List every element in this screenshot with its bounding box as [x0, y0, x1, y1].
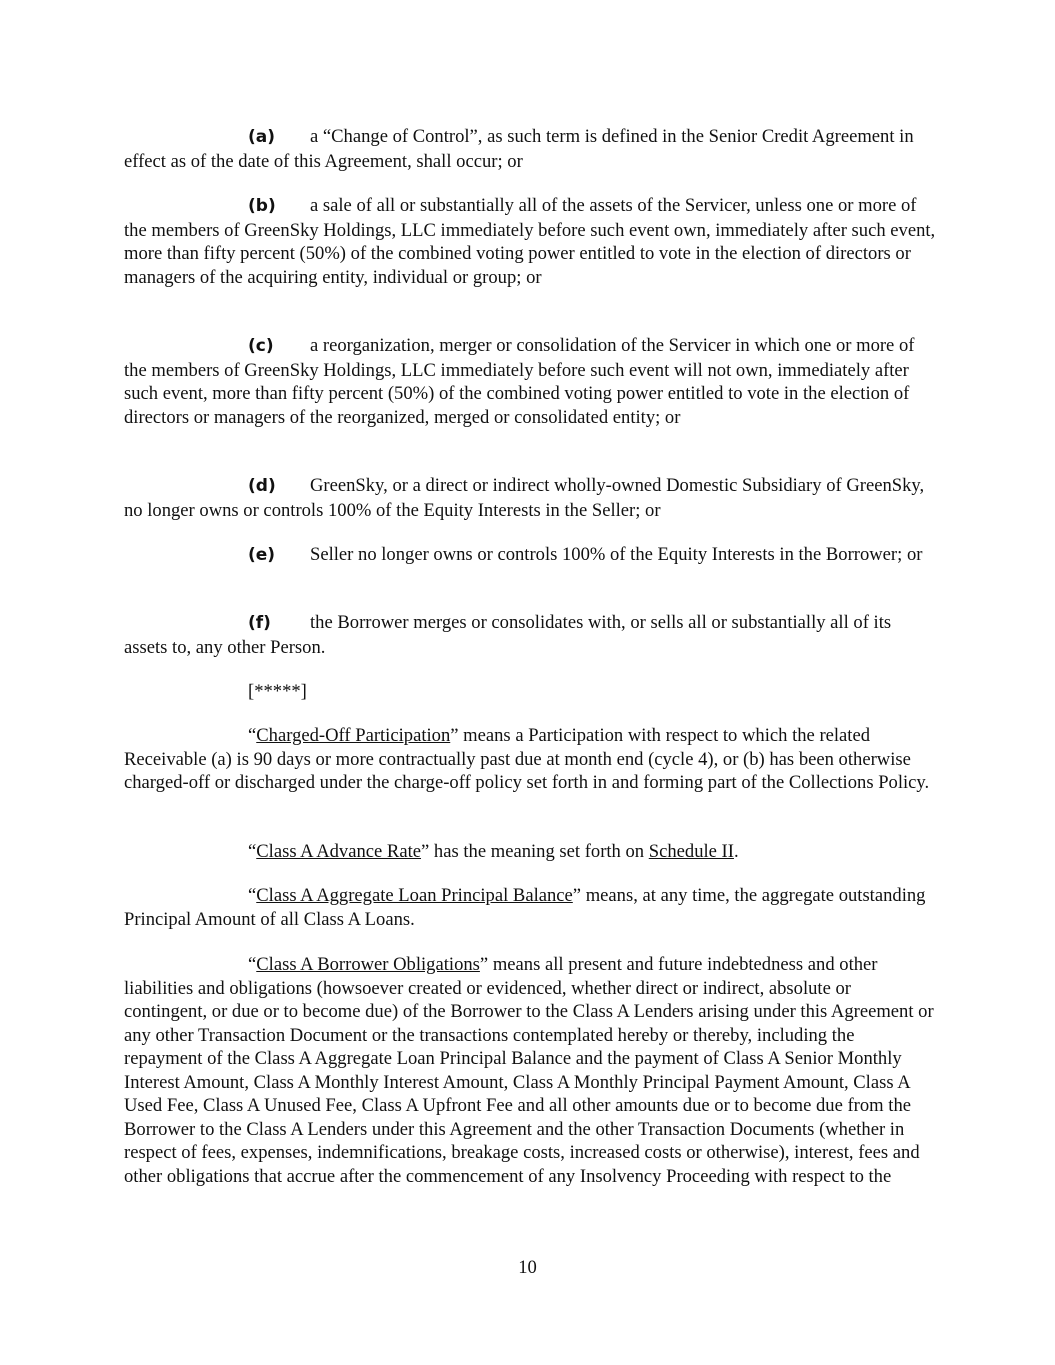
clause-text: a sale of all or substantially all of the assets of the Servicer, unless one or more of the members of GreenSky Holdings, LLC immediately before such event own, immediately after such event, more than fifty percent (50%) of the combined voting power entitled to vote in the election of directors or managers of the acquiring entity, individual or group; or: [124, 195, 936, 288]
clause-text: Seller no longer owns or controls 100% of the Equity Interests in the Borrower; or: [310, 544, 923, 565]
schedule-reference: Schedule II: [648, 841, 734, 862]
close-quote: ”: [479, 954, 489, 975]
definition-class-a-aggregate-loan-principal-balance: [124, 884, 936, 931]
definition-text: means all present and future indebtedness and other liabilities and obligations (howsoever created or evidenced, whether direct or indirect, absolute or contingent, or due or to become due) of the Borrower to the Class A Lenders arising under this Agreement or any other Transaction Document or the transactions contemplated hereby or thereby, including the repayment of the Class A Aggregate Loan Principal Balance and the payment of Class A Senior Monthly Interest Amount, Class A Monthly Interest Amount, Class A Monthly Principal Payment Amount, Class A Used Fee, Class A Unused Fee, Class A Upfront Fee and all other amounts due or to become due from the Borrower to the Class A Lenders under this Agreement and the other Transaction Documents (whether in respect of fees, expenses, indemnifications, breakage costs, increased costs or otherwise), interest, fees and other obligations that accrue after the commencement of any Insolvency Proceeding with respect to the: [124, 954, 934, 1187]
definition-text: means a Participation with respect to which the related Receivable (a) is 90 days or more contractually past due at month end (cycle 4), or (b) has been otherwise charged-off or discharged under the charge-off policy set forth in and forming part of the Collections Policy.: [124, 725, 930, 793]
clause-label: (d): [248, 476, 276, 496]
page-number: 10: [518, 1257, 537, 1278]
definition-class-a-advance-rate: [124, 840, 936, 864]
redaction-marker: [124, 680, 936, 704]
defined-term: Charged-Off Participation: [256, 725, 451, 746]
clause-b: [124, 194, 936, 289]
clause-d: [124, 474, 936, 522]
clause-f: [124, 611, 936, 659]
close-quote: ”: [572, 885, 582, 906]
clause-label: (b): [248, 196, 276, 216]
clause-c: [124, 334, 936, 429]
redaction-text: [*****]: [248, 681, 307, 702]
clause-text: a reorganization, merger or consolidation of the Servicer in which one or more of the members of GreenSky Holdings, LLC immediately before such event will not own, immediately after such event, more than fifty percent (50%) of the combined voting power entitled to vote in the election of directors or managers of the reorganized, merged or consolidated entity; or: [124, 335, 915, 428]
defined-term: Class A Aggregate Loan Principal Balance: [256, 885, 573, 906]
open-quote: “: [248, 954, 257, 975]
defined-term: Class A Borrower Obligations: [256, 954, 480, 975]
clause-e: [124, 543, 936, 568]
open-quote: “: [248, 841, 257, 862]
defined-term: Class A Advance Rate: [256, 841, 422, 862]
definition-text: means, at any time, the aggregate outstanding Principal Amount of all Class A Loans.: [124, 885, 926, 930]
clause-text: the Borrower merges or consolidates with, or sells all or substantially all of its assets to, any other Person.: [124, 612, 892, 658]
close-quote: ”: [450, 725, 459, 746]
clause-a: [124, 125, 936, 173]
clause-label: (e): [248, 545, 276, 565]
clause-label: (a): [248, 127, 276, 147]
definition-text: has the meaning set forth on: [429, 841, 649, 862]
clause-text: a “Change of Control”, as such term is defined in the Senior Credit Agreement in effect as of the date of this Agreement, shall occur; or: [124, 126, 914, 172]
definition-tail: .: [733, 841, 739, 862]
open-quote: “: [248, 725, 257, 746]
clause-text: GreenSky, or a direct or indirect wholly-owned Domestic Subsidiary of GreenSky, no longer owns or controls 100% of the Equity Interests in the Seller; or: [124, 475, 925, 521]
definition-charged-off-participation: [124, 724, 936, 795]
clause-label: (f): [248, 613, 271, 633]
clause-label: (c): [248, 336, 274, 356]
definition-class-a-borrower-obligations: [124, 953, 936, 1188]
close-quote: ”: [421, 841, 430, 862]
open-quote: “: [248, 885, 257, 906]
